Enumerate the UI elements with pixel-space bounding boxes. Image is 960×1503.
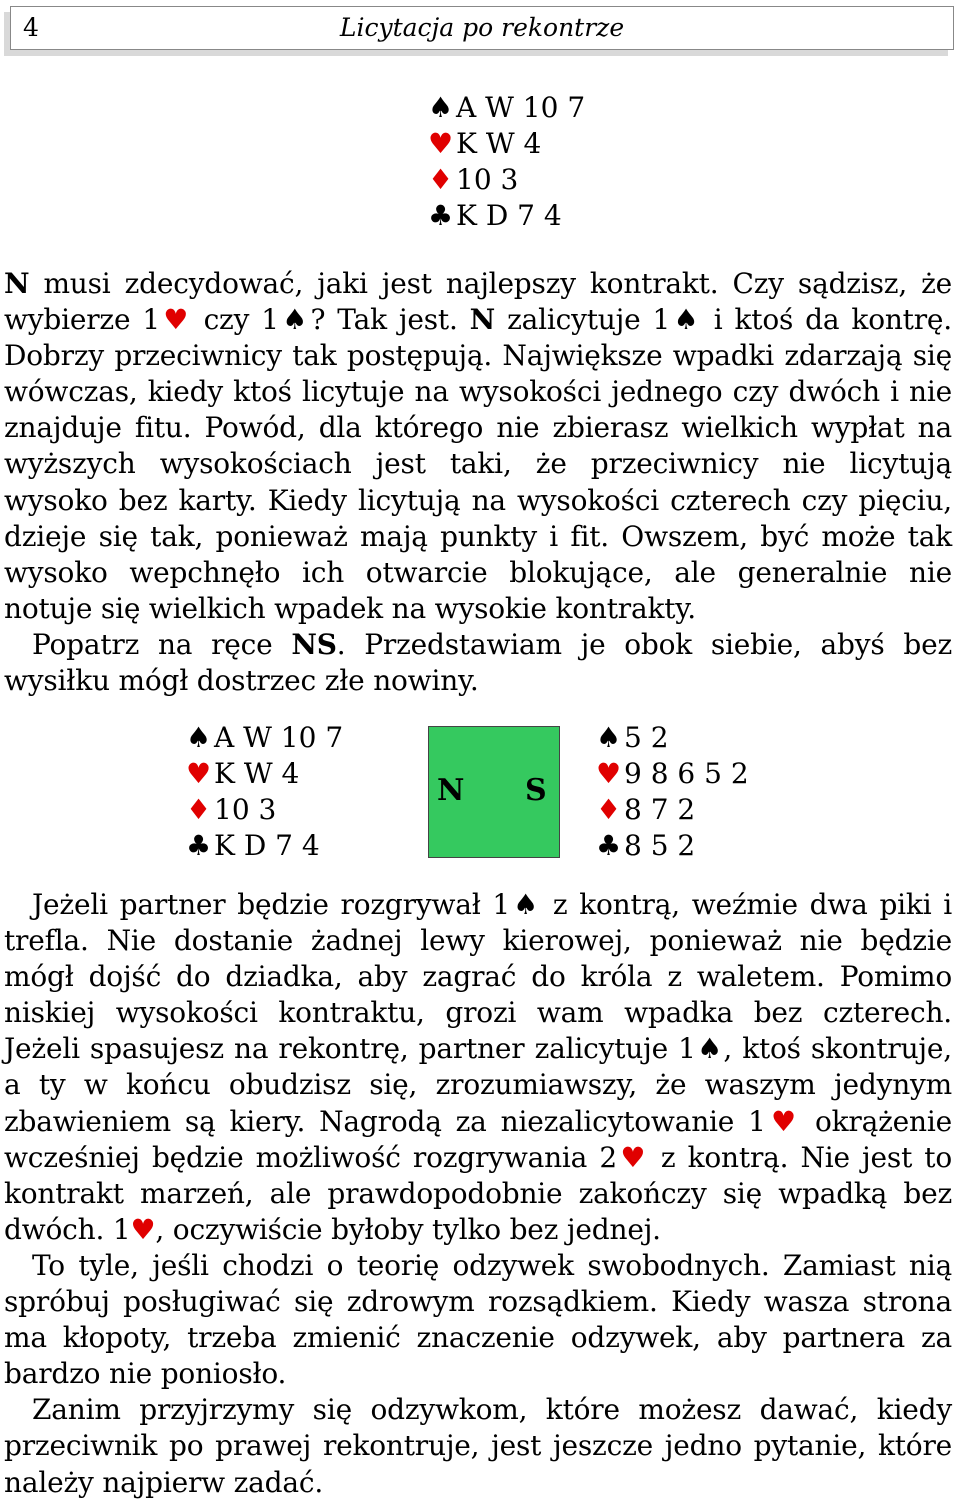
spade-icon: ♠	[695, 1032, 724, 1066]
club-icon: ♣	[596, 829, 622, 862]
hand-top-clubs	[428, 198, 585, 234]
text: z kontrą, weźmie dwa piki i trefla. Nie dostanie żadnej lewy kierowej, ponieważ nie będzie mógł dojść do dziadka, aby zagrać do króla z waletem. Pomimo niskiej wysokości kontraktu, grozi wam wpadka bez czterech. Jeżeli spasujesz na rekontrę, partner zalicytuje 1	[4, 888, 953, 1066]
hand-south	[596, 720, 749, 864]
page-number: 4	[23, 13, 39, 42]
diamonds-cards: 10 3	[214, 793, 277, 826]
text: ? Tak jest.	[310, 303, 470, 337]
spade-icon: ♠	[186, 721, 212, 754]
text: Jeżeli partner będzie rozgrywał 1	[32, 888, 511, 921]
hand-north-spades	[186, 720, 343, 756]
club-icon: ♣	[186, 829, 212, 862]
heart-icon: ♥	[596, 757, 622, 790]
spades-cards: A W 10 7	[456, 91, 586, 124]
bold-n: N	[4, 267, 30, 300]
bridge-table	[428, 726, 560, 858]
paragraph-1	[4, 266, 952, 627]
hearts-cards: K W 4	[214, 757, 300, 790]
diamonds-cards: 8 7 2	[624, 793, 696, 826]
spades-cards: 5 2	[624, 721, 669, 754]
hand-top-hearts	[428, 126, 585, 162]
hearts-cards: K W 4	[456, 127, 542, 160]
text: czy 1	[191, 303, 279, 337]
hand-south-hearts	[596, 756, 749, 792]
diamond-icon: ♦	[428, 163, 454, 196]
header-box	[10, 6, 954, 50]
spade-icon: ♠	[278, 303, 311, 337]
heart-icon: ♥	[616, 1140, 649, 1174]
hand-north-clubs	[186, 828, 343, 864]
paragraph-4: To tyle, jeśli chodzi o teorię odzywek swobodnych. Zamiast nią spróbuj posługiwać się zdrowym rozsądkiem. Kiedy wasza strona ma kłopoty, trzeba zmienić znaczenie odzywek, aby partnera za bardzo nie poniosło.	[4, 1248, 952, 1391]
hand-south-spades	[596, 720, 749, 756]
hand-south-clubs	[596, 828, 749, 864]
heart-icon: ♥	[130, 1212, 156, 1246]
club-icon: ♣	[428, 199, 454, 232]
diamonds-cards: 10 3	[456, 163, 519, 196]
hand-top-spades	[428, 90, 585, 126]
text: z kontrą. Nie jest to kontrakt marzeń, ale prawdopodobnie zakończy się wpadką bez dwóch. 1	[4, 1140, 953, 1246]
spade-icon: ♠	[670, 303, 702, 337]
paragraph-3	[4, 887, 952, 1248]
text: musi zdecydować, jaki jest najlepszy kontrakt. Czy sądzisz, że wybierze 1	[4, 267, 952, 337]
text: . Przedstawiam je obok siebie, abyś bez wysiłku mógł dostrzec złe nowiny.	[4, 627, 952, 698]
text-block-1	[4, 266, 952, 699]
text: okrążenie wcześniej będzie możliwość rozgrywania 2	[4, 1104, 952, 1174]
paragraph-2	[4, 627, 952, 699]
bold-n: N	[469, 303, 496, 337]
text: , ktoś skontruje, a ty w końcu obudzisz się, zrozumiawszy, że waszym jedynym zbawieniem są kiery. Nagrodą za niezalicytowanie 1	[4, 1032, 952, 1138]
heart-icon: ♥	[428, 127, 454, 160]
heart-icon: ♥	[159, 303, 192, 337]
bold-ns: NS	[291, 627, 337, 661]
text: Popatrz na ręce	[32, 627, 292, 661]
heart-icon: ♥	[186, 757, 212, 790]
hand-top-diamonds	[428, 162, 585, 198]
hearts-cards: 9 8 6 5 2	[624, 757, 749, 790]
diamond-icon: ♦	[596, 793, 622, 826]
clubs-cards: 8 5 2	[624, 829, 696, 862]
text: zalicytuje 1	[495, 303, 671, 337]
clubs-cards: K D 7 4	[214, 829, 320, 862]
hand-north	[186, 720, 343, 864]
hand-top	[428, 90, 585, 234]
spade-icon: ♠	[510, 888, 542, 921]
text-block-2	[4, 887, 952, 1501]
hand-south-diamonds	[596, 792, 749, 828]
text: i ktoś da kontrę. Dobrzy przeciwnicy tak postępują. Największe wpadki zdarzają się wówczas, kiedy ktoś licytuje na wysokości jednego czy dwóch i nie znajduje fitu. Powód, dla którego nie zbierasz wielkich wypłat na wyższych wysokościach jest taki, że przeciwnicy nie licytują wysoko bez karty. Kiedy licytują na wysokości czterech czy pięciu, dzieje się tak, ponieważ mają punkty i fit. Owszem, być może tak wysoko wepchnęło ich otwarcie blokujące, ale generalnie nie notuje się wielkich wpadek na wysokie kontrakty.	[4, 303, 952, 625]
paragraph-5: Zanim przyjrzymy się odzywkom, które możesz dawać, kiedy przeciwnik po prawej rekontruje, jest jeszcze jedno pytanie, które należy najpierw zadać.	[4, 1393, 952, 1499]
hand-north-hearts	[186, 756, 343, 792]
page-header	[10, 6, 954, 52]
chapter-title: Licytacja po rekontrze	[339, 13, 625, 42]
diamond-icon: ♦	[186, 793, 212, 826]
heart-icon: ♥	[765, 1104, 802, 1138]
hand-north-diamonds	[186, 792, 343, 828]
table-south-label: S	[525, 773, 547, 808]
spade-icon: ♠	[596, 721, 622, 754]
clubs-cards: K D 7 4	[456, 199, 562, 232]
table-north-label: N	[437, 773, 465, 808]
text: , oczywiście byłoby tylko bez jednej.	[155, 1212, 661, 1246]
spade-icon: ♠	[428, 91, 454, 124]
spades-cards: A W 10 7	[214, 721, 344, 754]
